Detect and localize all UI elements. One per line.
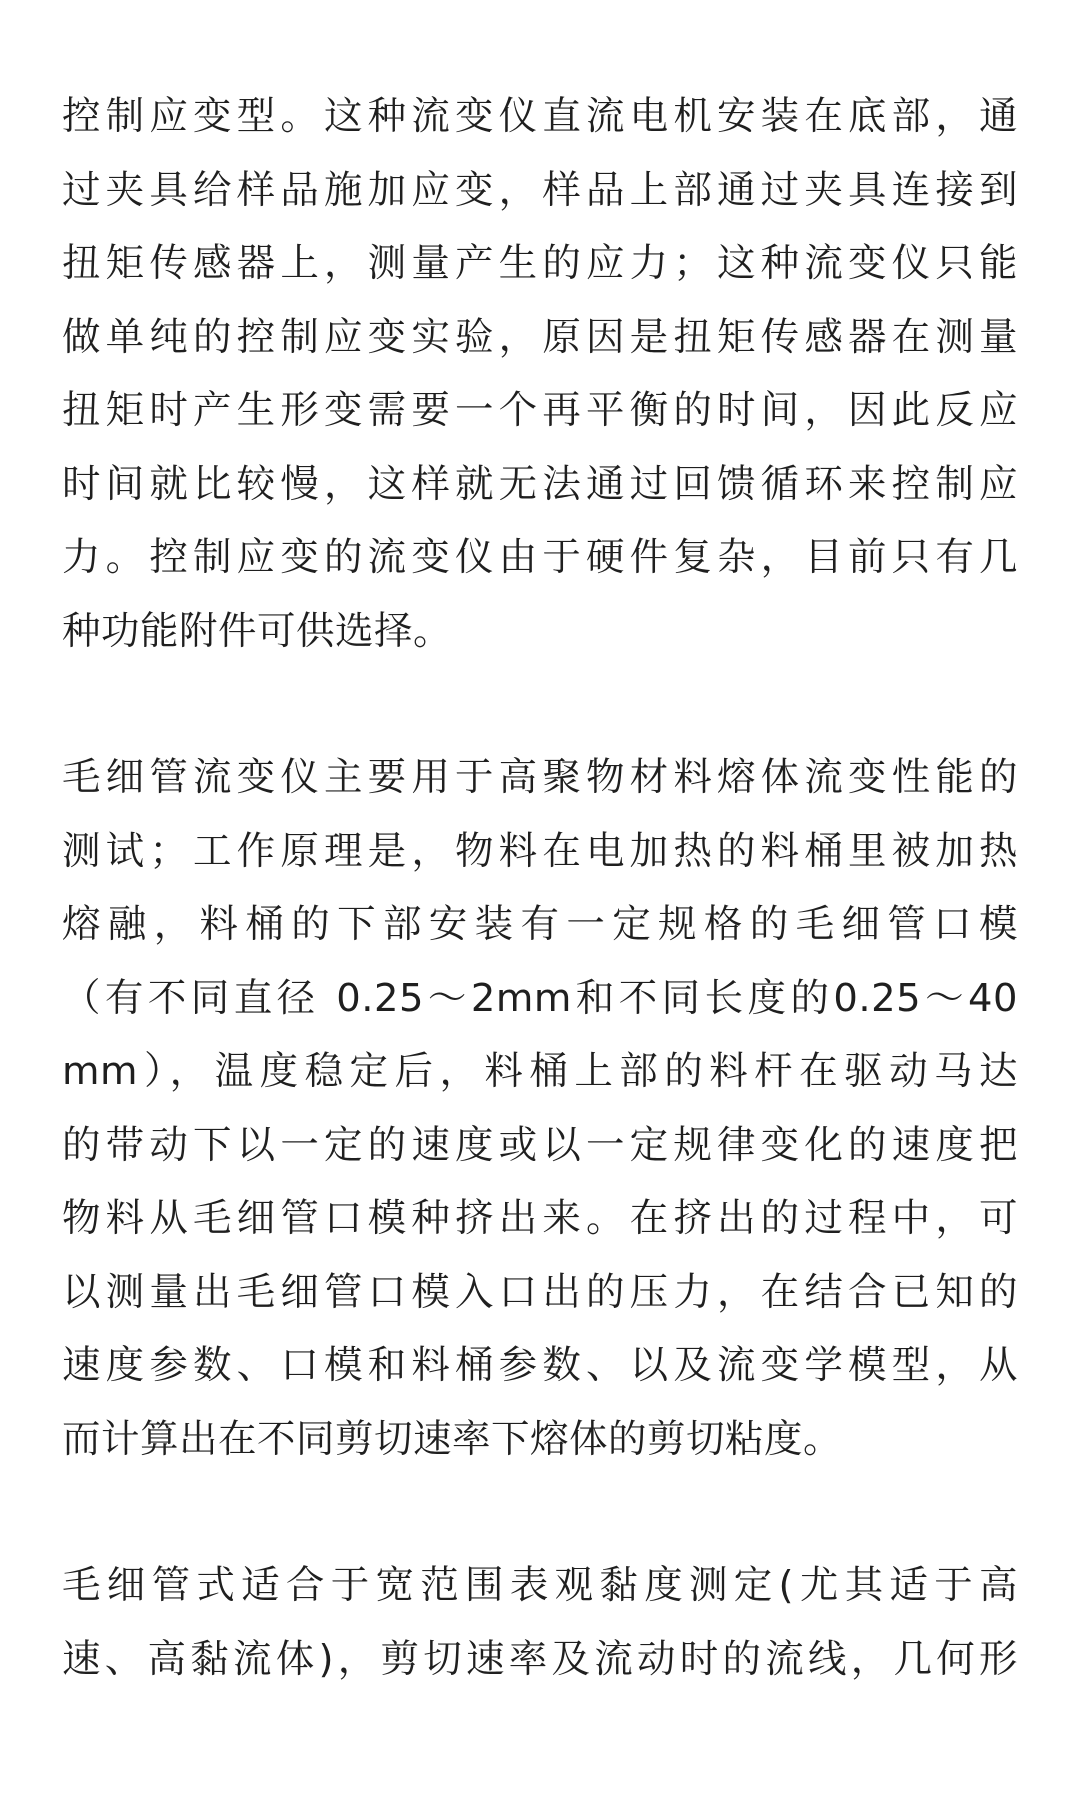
text-line: 物料从毛细管口模种挤出来。在挤出的过程中，可 <box>62 1196 1018 1241</box>
text-line: 种功能附件可供选择。 <box>62 608 453 654</box>
text-line: 做单纯的控制应变实验，原因是扭矩传感器在测量 <box>62 314 1018 360</box>
text-line: 测试；工作原理是，物料在电加热的料桶里被加热 <box>62 828 1018 874</box>
text-line: 以测量出毛细管口模入口出的压力，在结合已知的 <box>62 1269 1018 1315</box>
paragraph-capillary-rheometer <box>62 741 1018 1476</box>
article-body <box>62 80 1018 1696</box>
text-line: 扭矩传感器上，测量产生的应力；这种流变仪只能 <box>62 241 1018 286</box>
text-line: mm），温度稳定后，料桶上部的料杆在驱动马达 <box>62 1049 1018 1094</box>
text-line: 毛细管流变仪主要用于高聚物材料熔体流变性能的 <box>62 755 1018 800</box>
text-line: 毛细管式适合于宽范围表观黏度测定(尤其适于高 <box>62 1563 1018 1608</box>
paragraph-strain-controlled <box>62 80 1018 668</box>
text-line: 控制应变型。这种流变仪直流电机安装在底部，通 <box>62 94 1018 139</box>
text-line: 的带动下以一定的速度或以一定规律变化的速度把 <box>62 1122 1018 1168</box>
text-line: 过夹具给样品施加应变，样品上部通过夹具连接到 <box>62 167 1018 213</box>
text-line: （有不同直径 0.25～2mm和不同长度的0.25～40 <box>62 975 1018 1021</box>
text-line: 扭矩时产生形变需要一个再平衡的时间，因此反应 <box>62 388 1018 433</box>
text-line: 速、高黏流体)，剪切速率及流动时的流线，几何形 <box>62 1636 1018 1682</box>
paragraph-capillary-suitability <box>62 1549 1018 1696</box>
text-line: 熔融，料桶的下部安装有一定规格的毛细管口模 <box>62 902 1018 947</box>
text-line: 速度参数、口模和料桶参数、以及流变学模型，从 <box>62 1343 1018 1388</box>
text-line: 时间就比较慢，这样就无法通过回馈循环来控制应 <box>62 461 1018 507</box>
text-line: 而计算出在不同剪切速率下熔体的剪切粘度。 <box>62 1416 843 1462</box>
text-line: 力。控制应变的流变仪由于硬件复杂，目前只有几 <box>62 535 1018 580</box>
